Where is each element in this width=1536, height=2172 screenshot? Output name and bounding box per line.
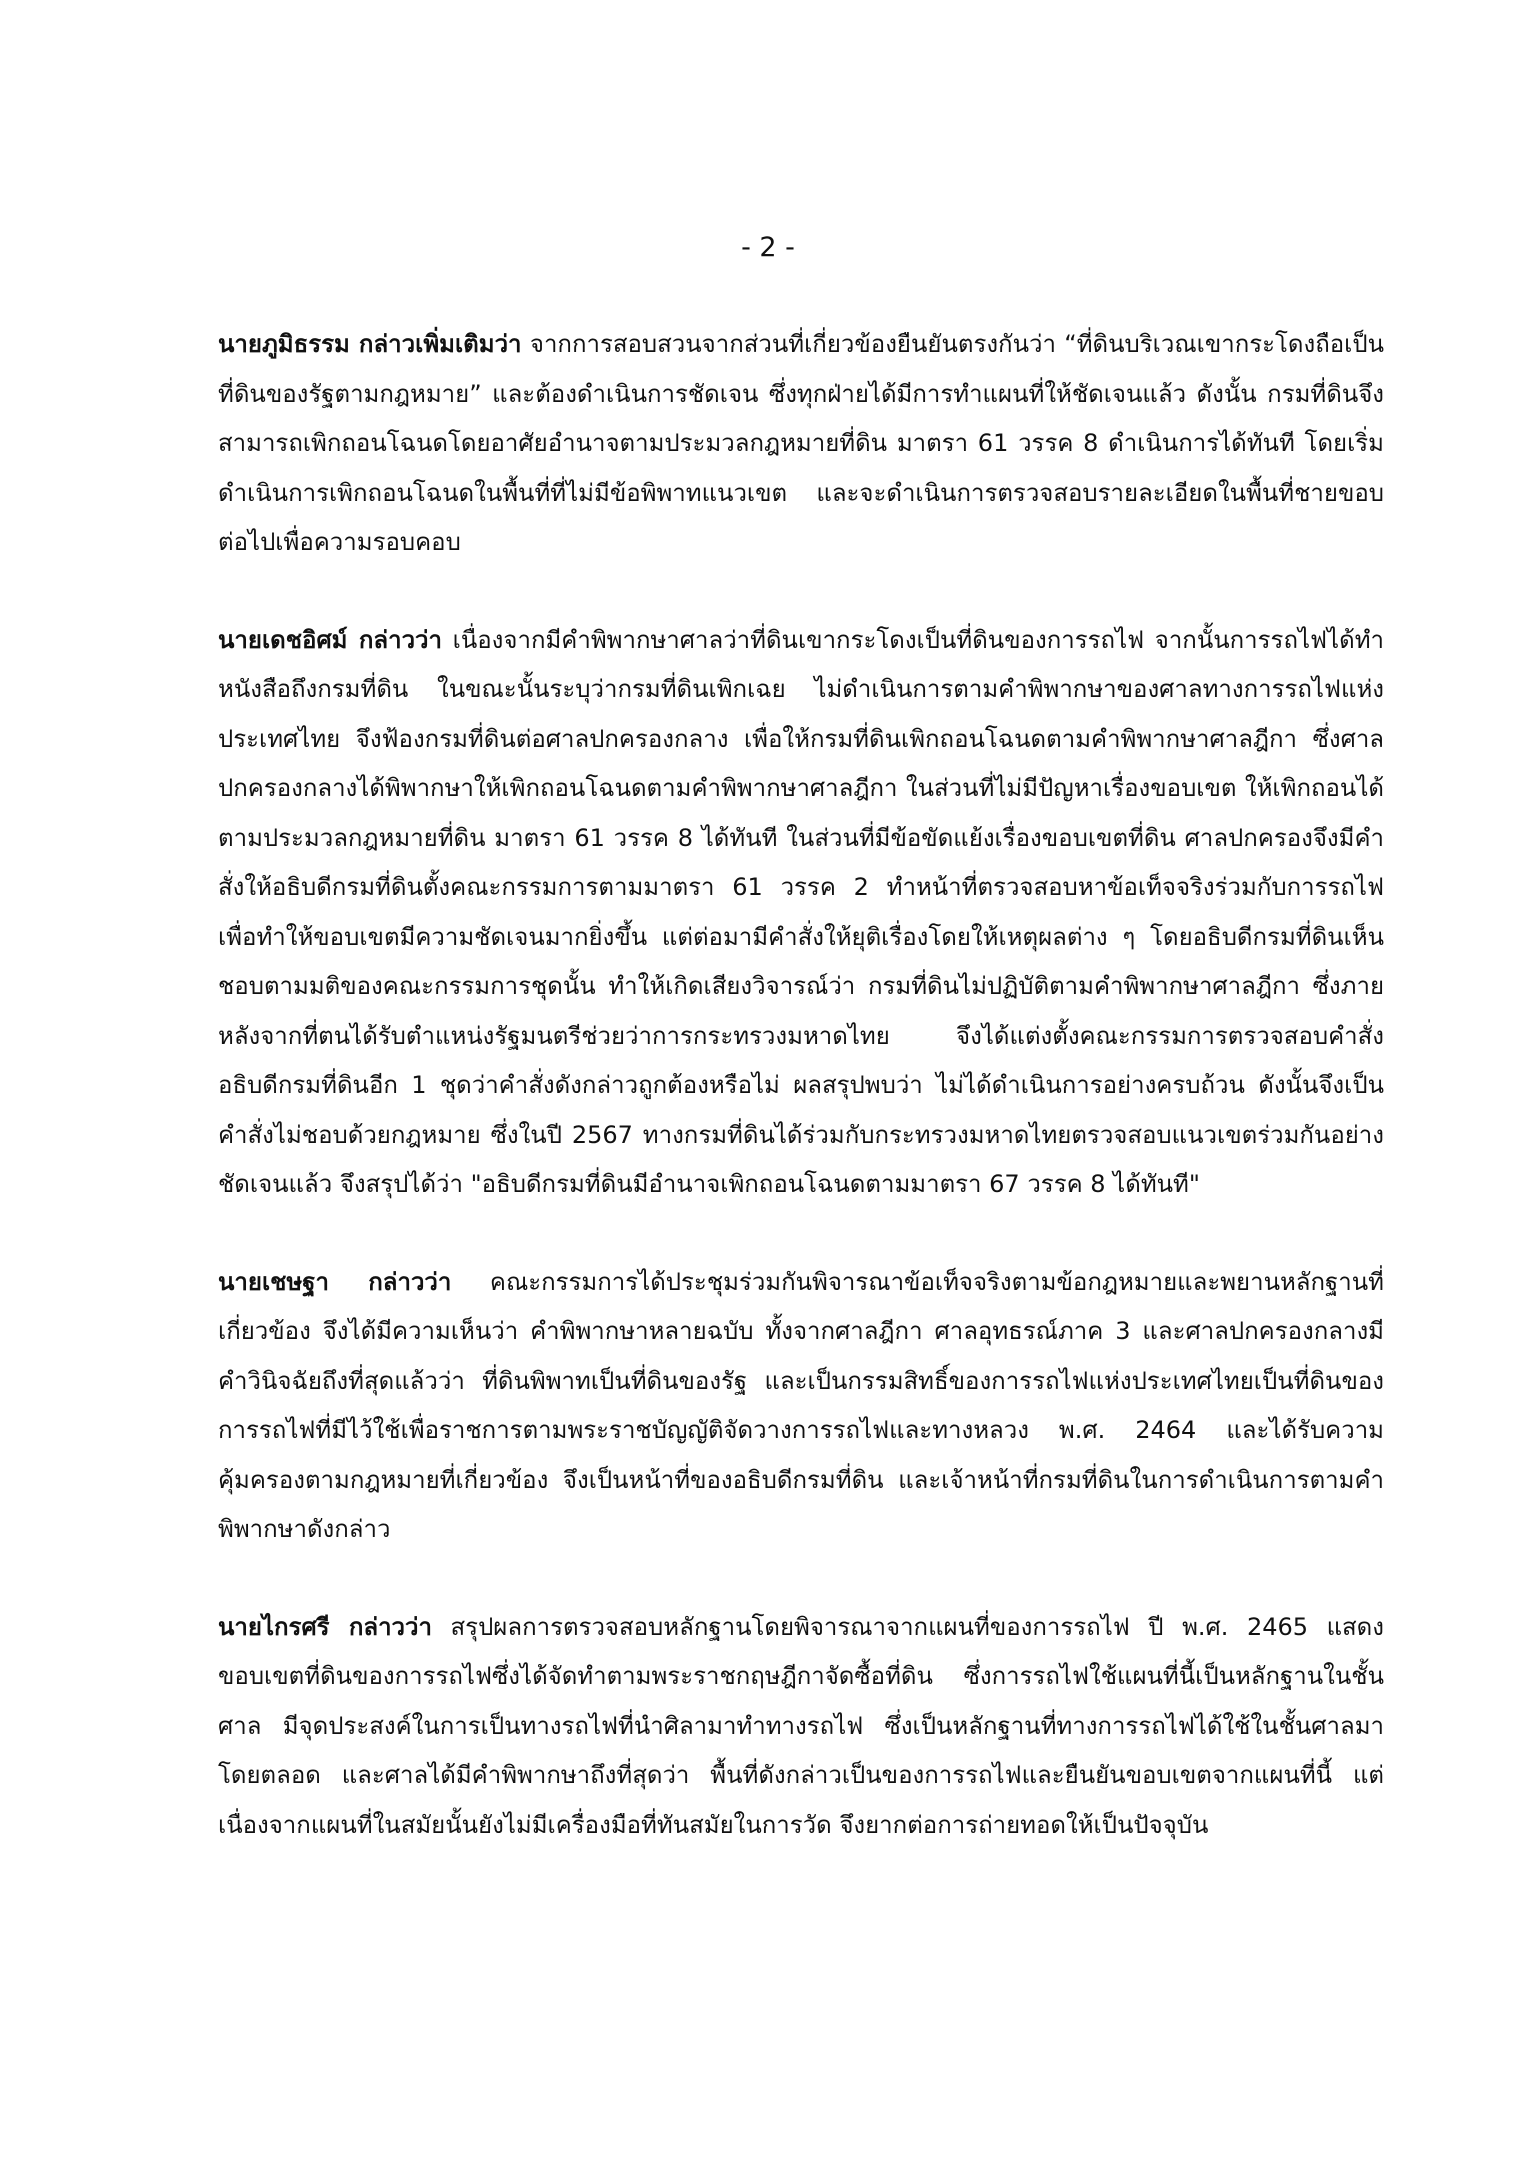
paragraph-text: จากการสอบสวนจากส่วนที่เกี่ยวข้องยืนยันตรงกันว่า “ที่ดินบริเวณเขากระโดงถือเป็นที่ดินของรัฐตามกฎหมาย” และต้องดำเนินการชัดเจน ซึ่งทุกฝ่ายได้มีการทำแผนที่ให้ชัดเจนแล้ว ดังนั้น กรมที่ดินจึงสามารถเพิกถอนโฉนดโดยอาศัยอำนาจตามประมวลกฎหมายที่ดิน มาตรา 61 วรรค 8 ดำเนินการได้ทันที โดยเริ่มดำเนินการเพิกถอนโฉนดในพื้นที่ที่ไม่มีข้อพิพาทแนวเขต และจะดำเนินการตรวจสอบรายละเอียดในพื้นที่ชายขอบต่อไปเพื่อความรอบคอบ xyxy=(218,330,1385,556)
speaker-label: นายไกรศรี กล่าวว่า xyxy=(218,1612,432,1641)
paragraph-text: สรุปผลการตรวจสอบหลักฐานโดยพิจารณาจากแผนที่ของการรถไฟ ปี พ.ศ. 2465 แสดงขอบเขตที่ดินของการรถไฟซึ่งได้จัดทำตามพระราชกฤษฎีกาจัดซื้อที่ดิน ซึ่งการรถไฟใช้แผนที่นี้เป็นหลักฐานในชั้นศาล มีจุดประสงค์ในการเป็นทางรถไฟที่นำศิลามาทำทางรถไฟ ซึ่งเป็นหลักฐานที่ทางการรถไฟได้ใช้ในชั้นศาลมาโดยตลอด และศาลได้มีคำพิพากษาถึงที่สุดว่า พื้นที่ดังกล่าวเป็นของการรถไฟและยืนยันขอบเขตจากแผนที่นี้ แต่เนื่องจากแผนที่ในสมัยนั้นยังไม่มีเครื่องมือที่ทันสมัยในการวัด จึงยากต่อการถ่ายทอดให้เป็นปัจจุบัน xyxy=(218,1612,1384,1839)
page-number: - 2 - xyxy=(741,232,795,263)
paragraph-kraisri xyxy=(218,1603,1384,1851)
speaker-label: นายเชษฐา กล่าวว่า xyxy=(218,1267,452,1296)
paragraph-text: เนื่องจากมีคำพิพากษาศาลว่าที่ดินเขากระโดงเป็นที่ดินของการรถไฟ จากนั้นการรถไฟได้ทำหนังสือถึงกรมที่ดิน ในขณะนั้นระบุว่ากรมที่ดินเพิกเฉย ไม่ดำเนินการตามคำพิพากษาของศาลทางการรถไฟแห่งประเทศไทย จึงฟ้องกรมที่ดินต่อศาลปกครองกลาง เพื่อให้กรมที่ดินเพิกถอนโฉนดตามคำพิพากษาศาลฎีกา ซึ่งศาลปกครองกลางได้พิพากษาให้เพิกถอนโฉนดตามคำพิพากษาศาลฎีกา ในส่วนที่ไม่มีปัญหาเรื่องขอบเขต ให้เพิกถอนได้ตามประมวลกฎหมายที่ดิน มาตรา 61 วรรค 8 ได้ทันที ในส่วนที่มีข้อขัดแย้งเรื่องขอบเขตที่ดิน ศาลปกครองจึงมีคำสั่งให้อธิบดีกรมที่ดินตั้งคณะกรรมการตามมาตรา 61 วรรค 2 ทำหน้าที่ตรวจสอบหาข้อเท็จจริงร่วมกับการรถไฟ เพื่อทำให้ขอบเขตมีความชัดเจนมากยิ่งขึ้น แต่ต่อมามีคำสั่งให้ยุติเรื่องโดยให้เหตุผลต่าง ๆ โดยอธิบดีกรมที่ดินเห็นชอบตามมติของคณะกรรมการชุดนั้น ทำให้เกิดเสียงวิจารณ์ว่า กรมที่ดินไม่ปฏิบัติตามคำพิพากษาศาลฎีกา ซึ่งภายหลังจากที่ตนได้รับตำแหน่งรัฐมนตรีช่วยว่าการกระทรวงมหาดไทย จึงได้แต่งตั้งคณะกรรมการตรวจสอบคำสั่งอธิบดีกรมที่ดินอีก 1 ชุดว่าคำสั่งดังกล่าวถูกต้องหรือไม่ ผลสรุปพบว่า ไม่ได้ดำเนินการอย่างครบถ้วน ดังนั้นจึงเป็นคำสั่งไม่ชอบด้วยกฎหมาย ซึ่งในปี 2567 ทางกรมที่ดินได้ร่วมกับกระทรวงมหาดไทยตรวจสอบแนวเขตร่วมกันอย่างชัดเจนแล้ว จึงสรุปได้ว่า "อธิบดีกรมที่ดินมีอำนาจเพิกถอนโฉนดตามมาตรา 67 วรรค 8 ได้ทันที" xyxy=(218,625,1384,1198)
paragraph-text: คณะกรรมการได้ประชุมร่วมกันพิจารณาข้อเท็จจริงตามข้อกฎหมายและพยานหลักฐานที่เกี่ยวข้อง จึงได้มีความเห็นว่า คำพิพากษาหลายฉบับ ทั้งจากศาลฎีกา ศาลอุทธรณ์ภาค 3 และศาลปกครองกลางมีคำวินิจฉัยถึงที่สุดแล้วว่า ที่ดินพิพาทเป็นที่ดินของรัฐ และเป็นกรรมสิทธิ์ของการรถไฟแห่งประเทศไทยเป็นที่ดินของการรถไฟที่มีไว้ใช้เพื่อราชการตามพระราชบัญญัติจัดวางการรถไฟและทางหลวง พ.ศ. 2464 และได้รับความคุ้มครองตามกฎหมายที่เกี่ยวข้อง จึงเป็นหน้าที่ของอธิบดีกรมที่ดิน และเจ้าหน้าที่กรมที่ดินในการดำเนินการตามคำพิพากษาดังกล่าว xyxy=(218,1267,1384,1543)
paragraph-chettha xyxy=(218,1258,1384,1555)
speaker-label: นายภูมิธรรม กล่าวเพิ่มเติมว่า xyxy=(218,330,522,358)
document-body xyxy=(218,320,1384,1898)
speaker-label: นายเดชอิศม์ กล่าวว่า xyxy=(218,625,443,654)
paragraph-phumtham xyxy=(218,320,1384,568)
paragraph-dechisam xyxy=(218,616,1384,1210)
